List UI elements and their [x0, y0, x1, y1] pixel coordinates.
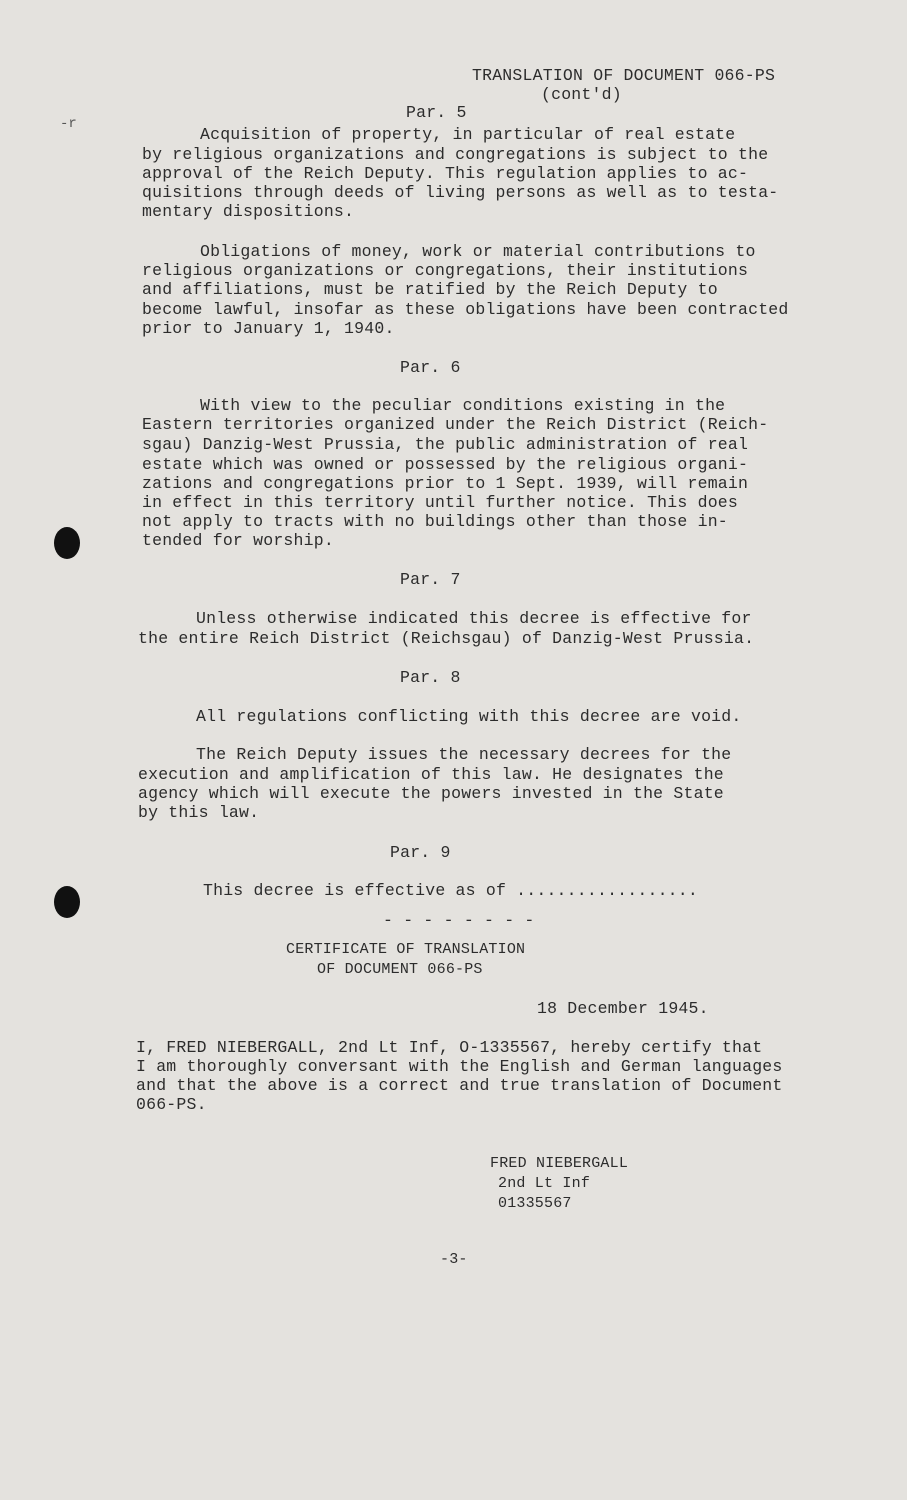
par6-p1-line: With view to the peculiar conditions existing in the [200, 396, 726, 415]
document-subtitle: (cont'd) [541, 85, 622, 104]
par7-p1-line: the entire Reich District (Reichsgau) of Danzig-West Prussia. [138, 629, 755, 648]
par9-p1-line: This decree is effective as of .................. [203, 881, 698, 900]
par5-p2-line: Obligations of money, work or material contributions to [200, 242, 756, 261]
signature-rank: 2nd Lt Inf [498, 1175, 591, 1192]
par5-p2-line: become lawful, insofar as these obligations have been contracted [142, 300, 789, 319]
par5-p2-line: prior to January 1, 1940. [142, 319, 395, 338]
punch-hole [54, 527, 80, 559]
par6-p1-line: not apply to tracts with no buildings other than those in- [142, 512, 728, 531]
par9-heading: Par. 9 [390, 843, 451, 862]
certificate-body-line: and that the above is a correct and true translation of Document [136, 1076, 783, 1095]
signature-serial: 01335567 [498, 1195, 572, 1212]
signature-name: FRED NIEBERGALL [490, 1155, 629, 1172]
par8-p2-line: agency which will execute the powers invested in the State [138, 784, 724, 803]
certificate-title: CERTIFICATE OF TRANSLATION [286, 941, 526, 958]
par6-p1-line: sgau) Danzig-West Prussia, the public administration of real [142, 435, 749, 454]
par5-p2-line: and affiliations, must be ratified by the Reich Deputy to [142, 280, 718, 299]
certificate-body-line: I, FRED NIEBERGALL, 2nd Lt Inf, O-1335567, hereby certify that [136, 1038, 763, 1057]
par5-p2-line: religious organizations or congregations, their institutions [142, 261, 749, 280]
par6-p1-line: in effect in this territory until further notice. This does [142, 493, 738, 512]
par7-heading: Par. 7 [400, 570, 461, 589]
certificate-date: 18 December 1945. [537, 999, 709, 1018]
par5-p1-line: mentary dispositions. [142, 202, 355, 221]
margin-mark: -r [60, 116, 77, 132]
par5-p1-line: by religious organizations and congregations is subject to the [142, 145, 769, 164]
par5-heading: Par. 5 [406, 103, 467, 122]
par6-p1-line: Eastern territories organized under the Reich District (Reich- [142, 415, 769, 434]
par5-p1-line: Acquisition of property, in particular of real estate [200, 125, 736, 144]
par8-p2-line: execution and amplification of this law. He designates the [138, 765, 724, 784]
section-divider: - - - - - - - - [383, 911, 535, 930]
page-number: -3- [440, 1251, 468, 1268]
par6-heading: Par. 6 [400, 358, 461, 377]
par8-p1-line: All regulations conflicting with this decree are void. [196, 707, 742, 726]
par5-p1-line: quisitions through deeds of living persons as well as to testa- [142, 183, 779, 202]
par6-p1-line: tended for worship. [142, 531, 334, 550]
certificate-body-line: 066-PS. [136, 1095, 207, 1114]
punch-hole [54, 886, 80, 918]
document-title: TRANSLATION OF DOCUMENT 066-PS [472, 66, 776, 85]
par7-p1-line: Unless otherwise indicated this decree is effective for [196, 609, 752, 628]
par5-p1-line: approval of the Reich Deputy. This regulation applies to ac- [142, 164, 749, 183]
par6-p1-line: zations and congregations prior to 1 Sept. 1939, will remain [142, 474, 749, 493]
certificate-body-line: I am thoroughly conversant with the English and German languages [136, 1057, 783, 1076]
par8-p2-line: The Reich Deputy issues the necessary decrees for the [196, 745, 732, 764]
par8-p2-line: by this law. [138, 803, 260, 822]
certificate-subtitle: OF DOCUMENT 066-PS [317, 961, 483, 978]
par6-p1-line: estate which was owned or possessed by the religious organi- [142, 455, 749, 474]
par8-heading: Par. 8 [400, 668, 461, 687]
